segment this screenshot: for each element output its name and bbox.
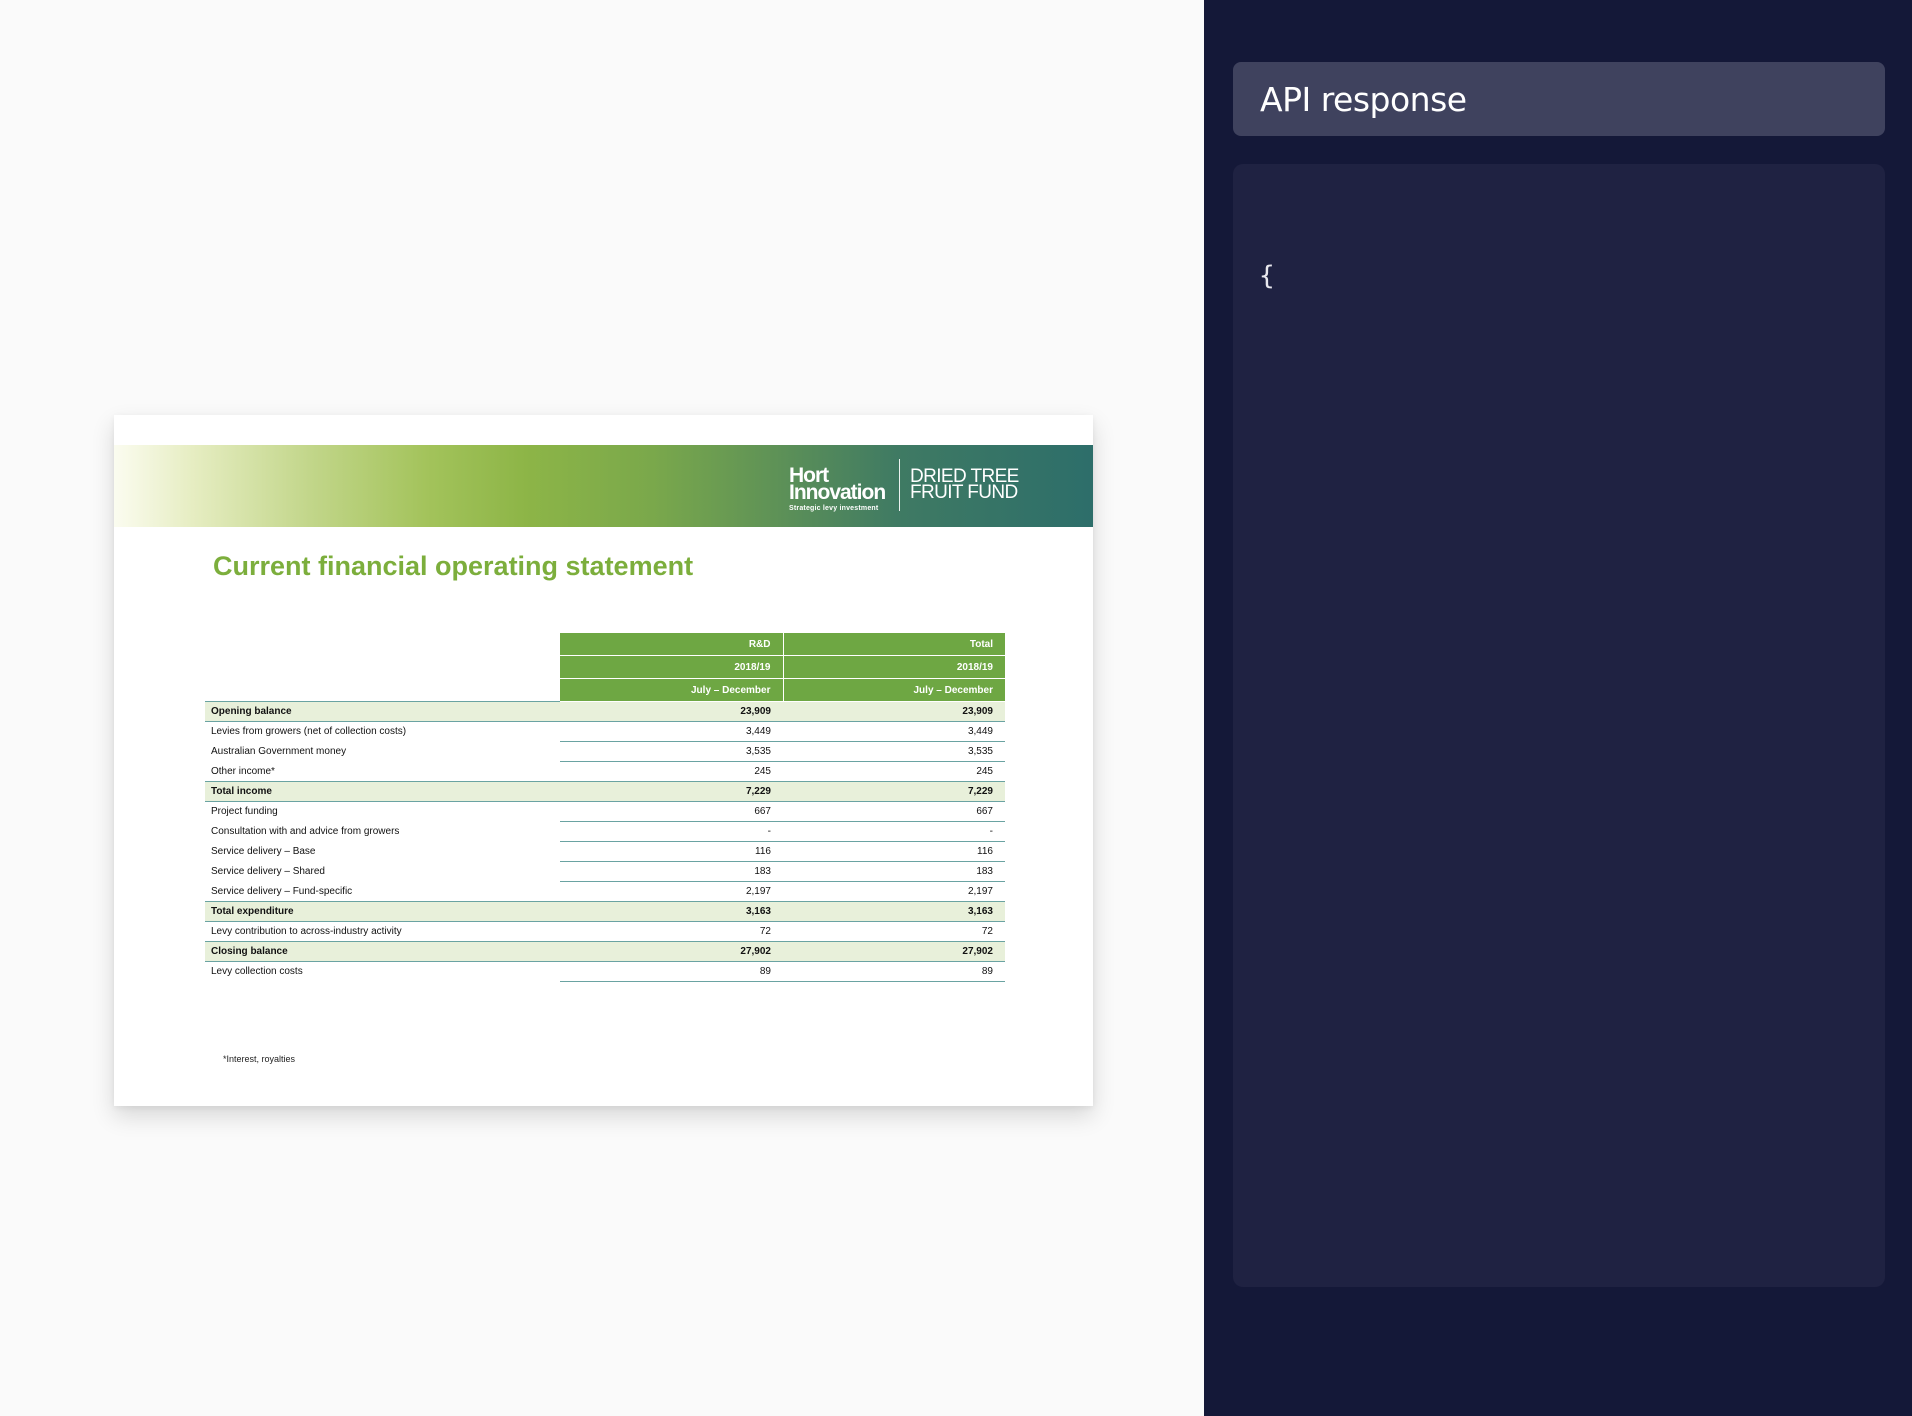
fund-name-line1: DRIED TREE [910,466,1019,487]
table-header-group-row [205,633,1005,656]
table-header-year-row [205,656,1005,679]
row-value-rd: 23,909 [560,702,783,722]
row-label: Australian Government money [211,746,347,757]
row-label: Total expenditure [205,902,560,922]
document-page [114,415,1093,1106]
panel-header [1233,62,1885,136]
row-value-total: 23,909 [783,702,1005,722]
fund-name-logo [910,466,1019,503]
header-rd: R&D [560,633,783,656]
row-label: Levy contribution to across-industry activity [211,926,402,937]
panel-title: API response [1260,80,1467,119]
row-value-rd: 245 [560,762,783,782]
header-total-period: July – December [783,679,1005,702]
table-row [205,822,1005,842]
table-row [205,802,1005,822]
document-title: Current financial operating statement [213,551,694,581]
row-value-rd: 2,197 [560,882,783,902]
row-label: Other income* [211,765,275,777]
table-row [205,742,1005,762]
financial-statement-table [205,633,1005,982]
row-label: Service delivery – Base [211,846,316,857]
row-label: Closing balance [205,942,560,962]
logo-brand-line1: Hort [789,464,829,487]
row-value-total: 116 [783,842,1005,862]
logo-brand-line2: Innovation [789,481,886,504]
row-value-total: - [783,822,1005,842]
row-value-rd: 7,229 [560,782,783,802]
table-row [205,922,1005,942]
fund-name-line2: FRUIT FUND [910,482,1018,503]
header-banner [114,445,1093,527]
row-value-rd: 667 [560,802,783,822]
row-value-total: 3,535 [783,742,1005,762]
response-code-text: { [1259,261,1275,291]
header-blank-cell [205,633,560,656]
row-value-rd: 183 [560,862,783,882]
footnote: *Interest, royalties [223,1054,296,1064]
header-blank-cell [205,656,560,679]
row-label: Consultation with and advice from growers [211,826,400,837]
table-row [205,962,1005,982]
row-label: Levy collection costs [211,966,303,978]
row-value-rd: 3,535 [560,742,783,762]
row-value-total: 183 [783,862,1005,882]
header-total: Total [783,633,1005,656]
response-code-box[interactable] [1233,164,1885,1287]
row-label: Levies from growers (net of collection costs) [211,726,407,738]
header-rd-year: 2018/19 [560,656,783,679]
header-blank-cell [205,679,560,702]
header-rd-period: July – December [560,679,783,702]
table-body [205,702,1005,982]
row-value-rd: 3,163 [560,902,783,922]
table-row [205,782,1005,802]
row-value-total: 89 [783,962,1005,982]
api-response-panel [1204,0,1912,1416]
row-label: Project funding [211,806,278,818]
row-label: Service delivery – Shared [211,866,325,877]
hort-innovation-logo [789,464,886,513]
logo-divider [899,459,900,511]
table-row [205,862,1005,882]
row-value-total: 2,197 [783,882,1005,902]
row-label: Service delivery – Fund-specific [211,885,353,897]
row-value-total: 72 [783,922,1005,942]
row-value-rd: 89 [560,962,783,982]
row-value-total: 667 [783,802,1005,822]
row-value-rd: - [560,822,783,842]
table-row [205,722,1005,742]
row-value-total: 245 [783,762,1005,782]
row-value-total: 7,229 [783,782,1005,802]
row-value-rd: 27,902 [560,942,783,962]
row-value-total: 27,902 [783,942,1005,962]
table-header-period-row [205,679,1005,702]
header-total-year: 2018/19 [783,656,1005,679]
table-row [205,762,1005,782]
table-row [205,882,1005,902]
table-row [205,902,1005,922]
row-label: Opening balance [205,702,560,722]
row-value-total: 3,449 [783,722,1005,742]
table-row [205,842,1005,862]
table-row [205,702,1005,722]
row-value-rd: 72 [560,922,783,942]
table-row [205,942,1005,962]
row-value-rd: 3,449 [560,722,783,742]
row-value-total: 3,163 [783,902,1005,922]
logo-tagline: Strategic levy investment [789,505,879,512]
row-value-rd: 116 [560,842,783,862]
row-label: Total income [205,782,560,802]
